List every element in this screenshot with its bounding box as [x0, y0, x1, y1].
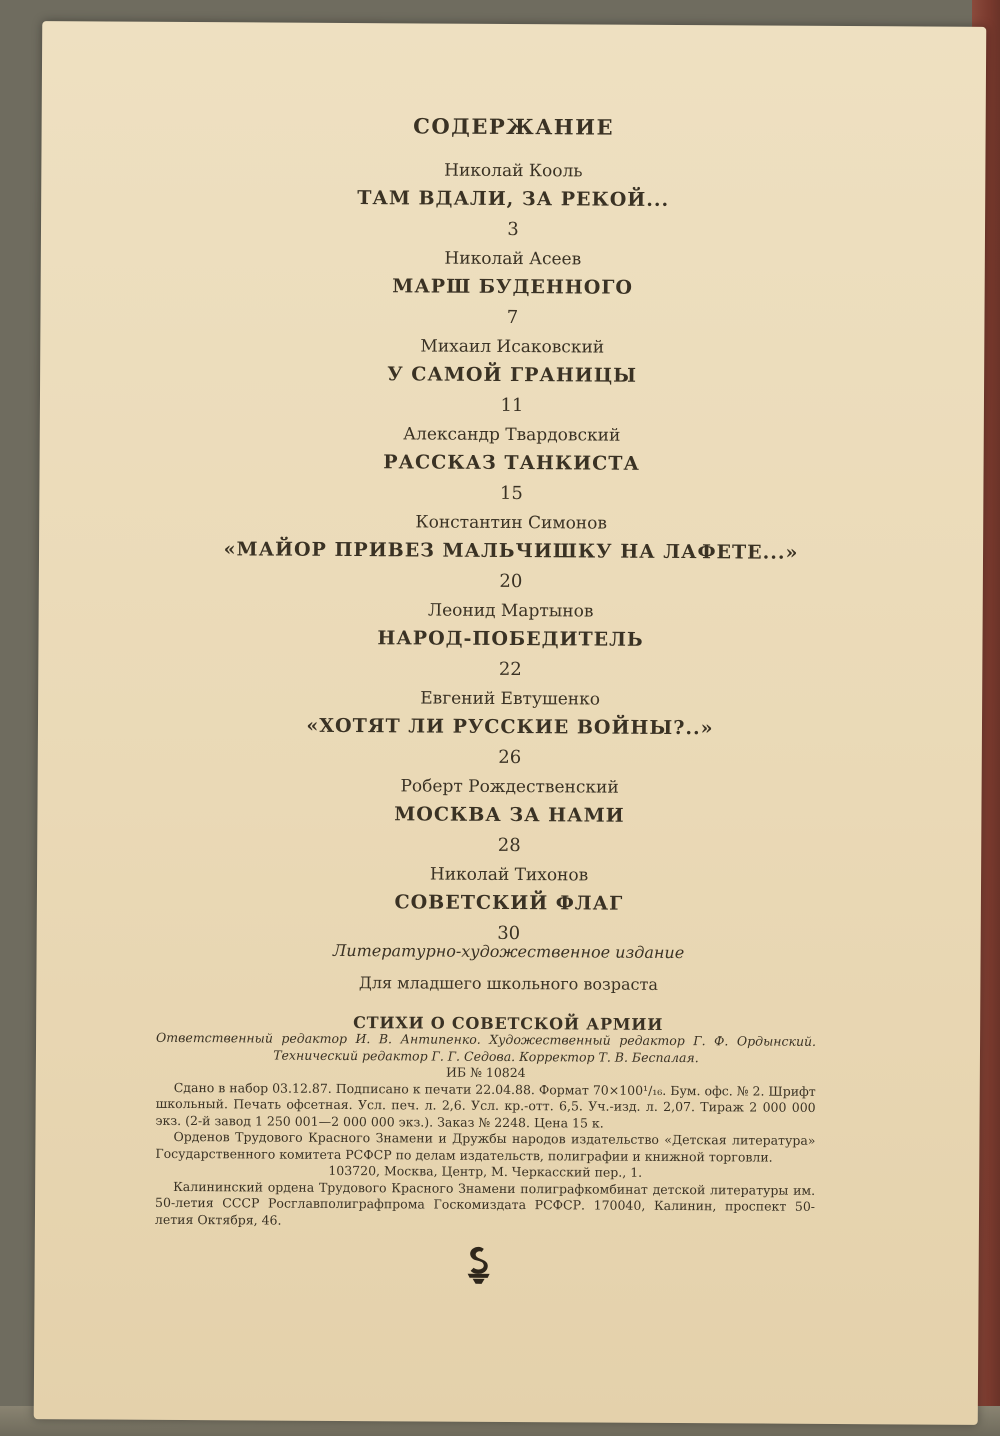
toc-entry [41, 157, 985, 247]
toc-heading: СОДЕРЖАНИЕ [413, 113, 615, 140]
toc-title: МАРШ БУДЕННОГО [392, 275, 634, 299]
book-page [34, 21, 987, 1425]
edition-age-group: Для младшего школьного возраста [358, 973, 658, 994]
toc-title: РАССКАЗ ТАНКИСТА [383, 451, 640, 475]
toc-entry [38, 597, 982, 687]
toc-author: Роберт Рождественский [400, 776, 619, 798]
imprint-printer: Калининский ордена Трудового Красного Знамени полиграфкомбинат детской литературы им. 50-летия СССР Росглавполиграфпрома Госкомиздата РСФСР. 170040, Калинин, проспект 50-летия Октября, 46. [154, 1178, 816, 1228]
toc-author: Евгений Евтушенко [420, 688, 601, 710]
toc-page-number: 7 [506, 306, 519, 329]
detskaya-literatura-logo-icon [463, 1244, 495, 1286]
toc-title: МОСКВА ЗА НАМИ [394, 803, 625, 827]
toc-page-number: 3 [507, 218, 519, 241]
toc-page-number: 28 [497, 834, 521, 857]
toc-author: Константин Симонов [415, 512, 608, 534]
toc-author: Николай Кооль [444, 160, 583, 182]
toc-title: У САМОЙ ГРАНИЦЫ [387, 363, 638, 387]
toc-author: Михаил Исаковский [420, 336, 605, 358]
toc-entry [40, 245, 984, 335]
toc-title: ТАМ ВДАЛИ, ЗА РЕКОЙ... [357, 187, 670, 211]
imprint-print-details: Сдано в набор 03.12.87. Подписано к печати 22.04.88. Формат 70×100¹/₁₆. Бум. офс. № 2. Шрифт школьный. Печать офсетная. Усл. печ. л. 2,6. Усл. кр.-отт. 6,5. Уч.-изд. л. 2,07. Тираж 2 000 000 экз. (2-й завод 1 250 001—2 000 000 экз.). Заказ № 2248. Цена 15 к. [155, 1079, 816, 1131]
toc-author: Александр Твардовский [403, 424, 621, 446]
edition-info [36, 937, 981, 1039]
toc-page-number: 22 [498, 658, 522, 681]
toc-entry [39, 509, 983, 599]
toc-entry [38, 685, 982, 775]
imprint-ib-number: ИБ № 10824 [445, 1064, 526, 1081]
toc-page-number: 26 [498, 746, 522, 769]
toc-title: «ХОТЯТ ЛИ РУССКИЕ ВОЙНЫ?..» [306, 714, 714, 740]
toc-title: «МАЙОР ПРИВЕЗ МАЛЬЧИШКУ НА ЛАФЕТЕ...» [223, 538, 799, 564]
toc-title: НАРОД-ПОБЕДИТЕЛЬ [377, 627, 644, 651]
book-title: СТИХИ О СОВЕТСКОЙ АРМИИ [353, 1013, 664, 1034]
imprint-publisher-address: 103720, Москва, Центр, М. Черкасский пер., 1. [328, 1162, 643, 1180]
imprint-publisher: Орденов Трудового Красного Знамени и Дружбы народов издательство «Детская литература» Государственного комитета РСФСР по делам издательств, полиграфии и книжной торговли. [155, 1128, 816, 1165]
toc-entry [40, 333, 984, 423]
toc-author: Николай Асеев [444, 248, 582, 270]
table-of-contents [37, 109, 986, 955]
toc-author: Леонид Мартынов [427, 600, 594, 622]
toc-entry [37, 773, 981, 863]
toc-page-number: 20 [499, 570, 523, 593]
toc-page-number: 15 [499, 482, 523, 505]
imprint-block [155, 1030, 816, 1232]
edition-genre: Литературно-художественное издание [332, 940, 685, 963]
imprint-credits: Ответственный редактор И. В. Антипенко. Художественный редактор Г. Ф. Ордынский. Технический редактор Г. Г. Седова. Корректор Т. В. Беспалая. [156, 1029, 817, 1065]
toc-entry [39, 421, 983, 511]
toc-author: Николай Тихонов [429, 864, 589, 886]
toc-page-number: 11 [500, 394, 524, 417]
toc-page-number: 30 [497, 922, 521, 945]
toc-title: СОВЕТСКИЙ ФЛАГ [394, 891, 624, 915]
